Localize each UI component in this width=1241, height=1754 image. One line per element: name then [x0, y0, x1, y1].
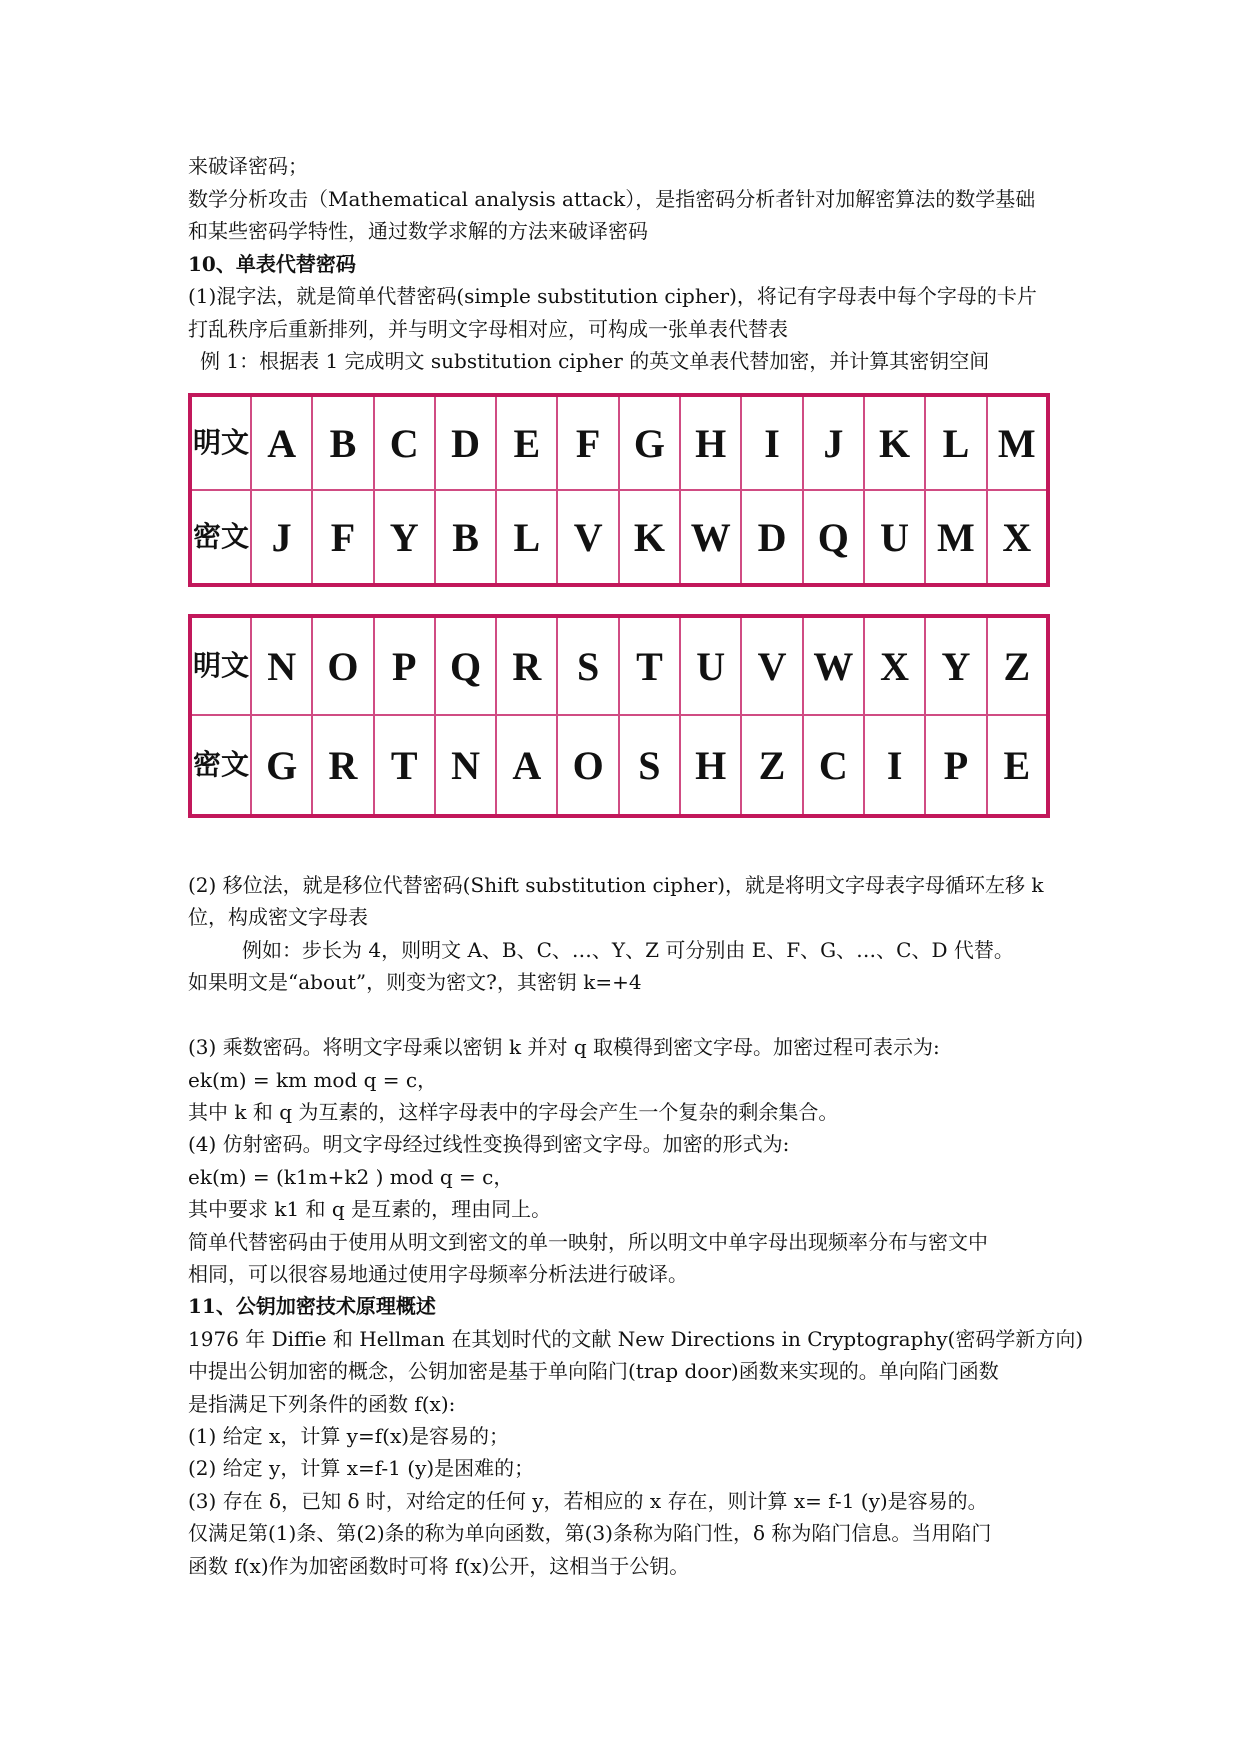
text-line: 如果明文是“about”，则变为密文?，其密钥 k=+4: [188, 970, 642, 994]
text-line: (1)混字法，就是简单代替密码(simple substitution cipher)，将记有字母表中每个字母的卡片: [188, 284, 1037, 308]
cipher-letter: G: [251, 715, 312, 816]
cipher-letter: N: [435, 715, 496, 816]
ciphertext-row: [190, 715, 1048, 816]
plain-letter: Y: [925, 616, 986, 715]
plain-letter: U: [680, 616, 741, 715]
formula-line: ek(m) = (k1m+k2 ) mod q = c，: [188, 1165, 514, 1189]
text-line: 数学分析攻击（Mathematical analysis attack），是指密码分析者针对加解密算法的数学基础: [188, 187, 1036, 211]
cipher-letter: X: [987, 490, 1048, 585]
cipher-letter: S: [619, 715, 680, 816]
text-line: (2) 给定 y，计算 x=f-1 (y)是困难的；: [188, 1456, 535, 1480]
text-line: 打乱秩序后重新排列，并与明文字母相对应，可构成一张单表代替表: [188, 317, 788, 341]
substitution-table-2: [188, 614, 1050, 818]
text-line: (3) 存在 δ，已知 δ 时，对给定的任何 y，若相应的 x 存在，则计算 x= f-1 (y)是容易的。: [188, 1489, 988, 1513]
substitution-table-1: [188, 393, 1050, 587]
cipher-letter: Q: [803, 490, 864, 585]
plaintext-row: [190, 616, 1048, 715]
plain-letter: B: [312, 395, 373, 490]
cipher-letter: T: [374, 715, 435, 816]
plain-letter: D: [435, 395, 496, 490]
plaintext-header: 明文: [190, 616, 251, 715]
text-line: 是指满足下列条件的函数 f(x):: [188, 1392, 456, 1416]
cipher-letter: A: [496, 715, 557, 816]
plain-letter: L: [925, 395, 986, 490]
cipher-letter: B: [435, 490, 496, 585]
cipher-letter: I: [864, 715, 925, 816]
plain-letter: G: [619, 395, 680, 490]
cipher-letter: R: [312, 715, 373, 816]
ciphertext-header: 密文: [190, 715, 251, 816]
plain-letter: W: [803, 616, 864, 715]
plain-letter: J: [803, 395, 864, 490]
plain-letter: O: [312, 616, 373, 715]
cipher-letter: V: [557, 490, 618, 585]
ciphertext-row: [190, 490, 1048, 585]
cipher-letter: M: [925, 490, 986, 585]
text-line: 简单代替密码由于使用从明文到密文的单一映射，所以明文中单字母出现频率分布与密文中: [188, 1230, 988, 1254]
plain-letter: K: [864, 395, 925, 490]
plain-letter: S: [557, 616, 618, 715]
section-heading-10: 10、单表代替密码: [188, 252, 356, 276]
text-line: 和某些密码学特性，通过数学求解的方法来破译密码: [188, 219, 648, 243]
plain-letter: E: [496, 395, 557, 490]
plain-letter: Q: [435, 616, 496, 715]
cipher-letter: Y: [374, 490, 435, 585]
plain-letter: F: [557, 395, 618, 490]
plain-letter: T: [619, 616, 680, 715]
text-line: 中提出公钥加密的概念，公钥加密是基于单向陷门(trap door)函数来实现的。单向陷门函数: [188, 1359, 999, 1383]
plain-letter: A: [251, 395, 312, 490]
cipher-letter: J: [251, 490, 312, 585]
plain-letter: R: [496, 616, 557, 715]
plain-letter: P: [374, 616, 435, 715]
cipher-letter: C: [803, 715, 864, 816]
example-line: 例如：步长为 4，则明文 A、B、C、…、Y、Z 可分别由 E、F、G、…、C、D 代替。: [242, 938, 1014, 962]
text-line: 函数 f(x)作为加密函数时可将 f(x)公开，这相当于公钥。: [188, 1554, 690, 1578]
text-line: 相同，可以很容易地通过使用字母频率分析法进行破译。: [188, 1262, 688, 1286]
section-heading-11: 11、公钥加密技术原理概述: [188, 1294, 436, 1318]
cipher-letter: W: [680, 490, 741, 585]
plain-letter: M: [987, 395, 1048, 490]
example-line: 例 1：根据表 1 完成明文 substitution cipher 的英文单表代替加密，并计算其密钥空间: [200, 349, 990, 373]
formula-line: ek(m) = km mod q = c，: [188, 1068, 438, 1092]
cipher-letter: P: [925, 715, 986, 816]
ciphertext-header: 密文: [190, 490, 251, 585]
text-line: 其中要求 k1 和 q 是互素的，理由同上。: [188, 1197, 552, 1221]
cipher-letter: L: [496, 490, 557, 585]
plain-letter: H: [680, 395, 741, 490]
plaintext-header: 明文: [190, 395, 251, 490]
cipher-letter: D: [741, 490, 802, 585]
plaintext-row: [190, 395, 1048, 490]
plain-letter: N: [251, 616, 312, 715]
text-line: 1976 年 Diffie 和 Hellman 在其划时代的文献 New Directions in Cryptography(密码学新方向): [188, 1327, 1084, 1351]
cipher-letter: K: [619, 490, 680, 585]
plain-letter: V: [741, 616, 802, 715]
text-line: (4) 仿射密码。明文字母经过线性变换得到密文字母。加密的形式为:: [188, 1132, 790, 1156]
text-line: 仅满足第(1)条、第(2)条的称为单向函数，第(3)条称为陷门性，δ 称为陷门信息。当用陷门: [188, 1521, 992, 1545]
cipher-letter: F: [312, 490, 373, 585]
text-line: (1) 给定 x，计算 y=f(x)是容易的；: [188, 1424, 510, 1448]
cipher-letter: U: [864, 490, 925, 585]
text-line: (2) 移位法，就是移位代替密码(Shift substitution cipher)，就是将明文字母表字母循环左移 k: [188, 873, 1044, 897]
text-line: 来破译密码；: [188, 154, 308, 178]
cipher-letter: E: [987, 715, 1048, 816]
plain-letter: Z: [987, 616, 1048, 715]
plain-letter: I: [741, 395, 802, 490]
text-line: (3) 乘数密码。将明文字母乘以密钥 k 并对 q 取模得到密文字母。加密过程可表示为:: [188, 1035, 940, 1059]
text-line: 位，构成密文字母表: [188, 905, 368, 929]
plain-letter: X: [864, 616, 925, 715]
cipher-letter: Z: [741, 715, 802, 816]
cipher-letter: O: [557, 715, 618, 816]
plain-letter: C: [374, 395, 435, 490]
cipher-letter: H: [680, 715, 741, 816]
text-line: 其中 k 和 q 为互素的，这样字母表中的字母会产生一个复杂的剩余集合。: [188, 1100, 839, 1124]
